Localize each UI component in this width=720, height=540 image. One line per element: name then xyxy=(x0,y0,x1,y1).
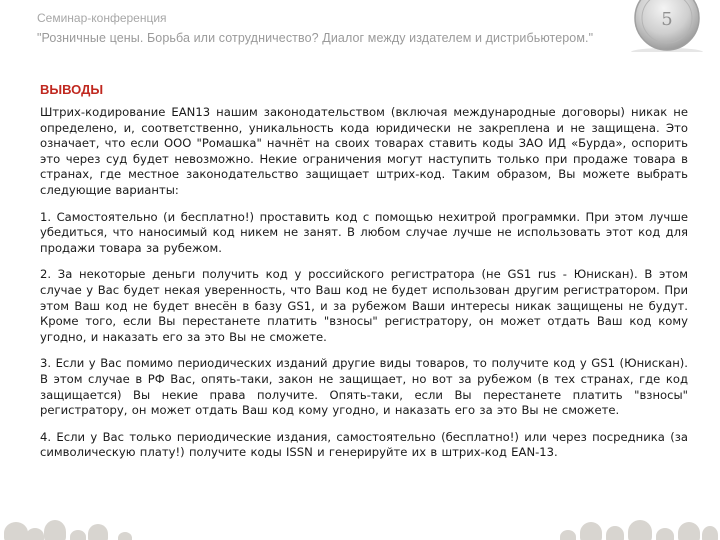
event-title: "Розничные цены. Борьба или сотрудничество? Диалог между издателем и дистрибьютером." xyxy=(37,31,594,45)
option-3-paragraph: 3. Если у Вас помимо периодических изданий другие виды товаров, то получите код у GS1 (Юнискан). В этом случае в РФ Вас, опять-таки, закон не защищает, но вот за рубежом (в тех странах, где код защищается) Вы некие права получите. Опять-таки, если Вы перестанете платить "взносы" регистратору, он может отдать Ваш код кому угодно, и наказать его за это Вы не сможете. xyxy=(40,356,688,418)
slide-heading: ВЫВОДЫ xyxy=(40,82,104,97)
ruble-coin-icon xyxy=(624,0,706,52)
slide-body xyxy=(40,105,688,472)
svg-text:5: 5 xyxy=(661,9,673,30)
option-1-paragraph: 1. Самостоятельно (и бесплатно!) проставить код с помощью нехитрой программки. При этом лучше убедиться, что наносимый код никем не занят. В любом случае лучше не использовать этот код для продажи товара за рубежом. xyxy=(40,209,688,255)
crowd-silhouettes xyxy=(0,510,720,540)
intro-paragraph: Штрих-кодирование EAN13 нашим законодательством (включая международные договоры) никак не определено, и, соответственно, уникальность кода юридически не закреплена и не защищена. Это означает, что если ООО "Ромашка" начнёт на своих товарах ставить коды ЗАО ИД «Бурда», оспорить это через суд будет невозможно. Некие ограничения могут наступить только при продаже товара в странах, где местное законодательство защищает штрих-код. Таким образом, Вы можете выбрать следующие варианты: xyxy=(40,105,688,197)
event-type: Семинар-конференция xyxy=(37,11,167,25)
slide-header xyxy=(0,0,720,62)
option-2-paragraph: 2. За некоторые деньги получить код у российского регистратора (не GS1 rus - Юнискан). В этом случае у Вас будет некая уверенность, что Ваш код не будет использован другим регистратором. При этом Ваш код не будет внесён в базу GS1, и за рубежом Ваши интересы никак защищены не будут. Кроме того, если Вы перестанете платить "взносы" регистратору, он может отдать Ваш код кому угодно, и наказать его за это Вы не сможете. xyxy=(40,267,688,344)
option-4-paragraph: 4. Если у Вас только периодические издания, самостоятельно (бесплатно!) или через посредника (за символическую плату!) получите коды ISSN и генерируйте их в штрих-код EAN-13. xyxy=(40,429,688,460)
